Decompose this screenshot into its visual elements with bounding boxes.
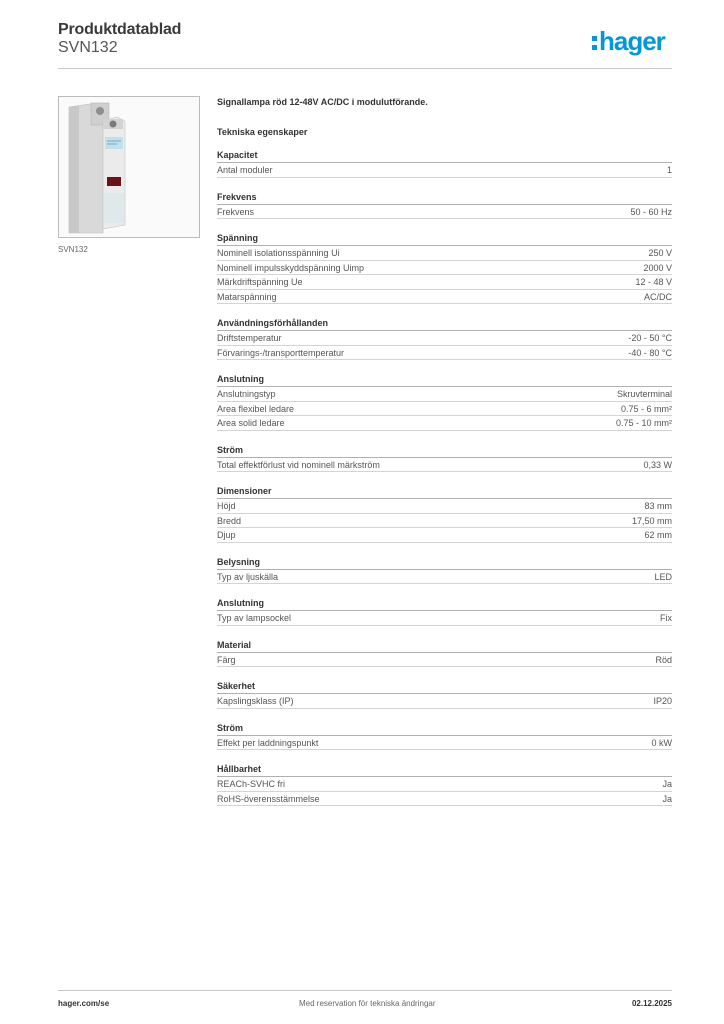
spec-section (217, 485, 672, 543)
spec-row (217, 570, 672, 585)
spec-label: Höjd (217, 501, 236, 511)
spec-label: Frekvens (217, 206, 255, 217)
spec-sections (217, 149, 672, 806)
spec-value: Fix (660, 613, 672, 623)
logo-colon-icon (592, 36, 597, 50)
spec-row (217, 528, 672, 543)
spec-value: 83 mm (644, 501, 672, 511)
spec-label: Matarspänning (217, 291, 277, 302)
spec-row (217, 290, 672, 305)
spec-section (217, 373, 672, 431)
hager-logo (592, 26, 665, 56)
spec-label: Färg (217, 654, 236, 665)
section-title: Säkerhet (217, 680, 672, 694)
spec-value: -40 - 80 °C (628, 347, 672, 358)
spec-value: 0 kW (651, 737, 672, 748)
spec-label: Area flexibel ledare (217, 403, 295, 414)
section-title: Ström (217, 444, 672, 458)
spec-row (217, 694, 672, 709)
spec-label: RoHS-överensstämmelse (217, 793, 320, 804)
spec-row (217, 331, 672, 346)
spec-value: 50 - 60 Hz (630, 206, 672, 217)
spec-value: 2000 V (643, 262, 672, 273)
spec-label: Total effektförlust vid nominell märkström (217, 459, 380, 470)
spec-row (217, 346, 672, 361)
spec-row (217, 653, 672, 668)
section-title: Användningsförhållanden (217, 317, 672, 331)
spec-content (217, 96, 672, 806)
image-caption: SVN132 (58, 245, 88, 254)
spec-section (217, 680, 672, 709)
spec-value: 0.75 - 10 mm² (615, 418, 672, 428)
spec-label: Förvarings-/transporttemperatur (217, 347, 345, 358)
spec-value: -20 - 50 °C (628, 333, 672, 343)
spec-value: 0,33 W (643, 459, 672, 470)
section-title: Hållbarhet (217, 763, 672, 777)
spec-row (217, 499, 672, 514)
section-title: Ström (217, 722, 672, 736)
spec-row (217, 246, 672, 261)
spec-label: Driftstemperatur (217, 333, 282, 343)
spec-row (217, 275, 672, 290)
spec-value: Röd (655, 654, 672, 665)
spec-section (217, 149, 672, 178)
spec-row (217, 387, 672, 402)
footer-website: hager.com/se (58, 999, 110, 1008)
footer-date: 02.12.2025 (631, 999, 672, 1008)
spec-label: Anslutningstyp (217, 389, 276, 399)
section-title: Belysning (217, 556, 672, 570)
footer-disclaimer: Med reservation för tekniska ändringar (299, 999, 436, 1008)
product-description: Signallampa röd 12-48V AC/DC i modulutförande. (217, 97, 428, 107)
spec-row (217, 611, 672, 626)
spec-section (217, 444, 672, 473)
spec-value: Ja (662, 779, 672, 789)
spec-label: Area solid ledare (217, 418, 285, 428)
spec-value: 17,50 mm (631, 515, 672, 526)
spec-row (217, 736, 672, 751)
section-title: Dimensioner (217, 485, 672, 499)
spec-value: AC/DC (643, 291, 672, 302)
spec-value: Ja (662, 793, 672, 804)
spec-label: Antal moduler (217, 165, 273, 175)
spec-row (217, 416, 672, 431)
spec-value: 1 (666, 165, 672, 175)
product-image (58, 96, 200, 238)
spec-label: Typ av ljuskälla (217, 571, 279, 582)
page-title: Produktdatablad (58, 21, 182, 38)
spec-label: Nominell impulsskyddspänning Uimp (217, 262, 365, 273)
spec-section (217, 639, 672, 668)
spec-label: Märkdriftspänning Ue (217, 277, 303, 287)
spec-label: Effekt per laddningspunkt (217, 737, 319, 748)
section-title: Anslutning (217, 373, 672, 387)
spec-label: Bredd (217, 515, 242, 526)
spec-row (217, 402, 672, 417)
logo-text: hager (599, 26, 665, 56)
spec-value: 0.75 - 6 mm² (620, 403, 672, 414)
spec-value: 62 mm (644, 530, 672, 540)
spec-row (217, 163, 672, 178)
section-title: Anslutning (217, 597, 672, 611)
spec-row (217, 205, 672, 220)
spec-value: 250 V (648, 248, 672, 258)
footer-divider (58, 990, 672, 991)
spec-section (217, 597, 672, 626)
spec-section (217, 722, 672, 751)
section-title: Kapacitet (217, 149, 672, 163)
spec-section (217, 317, 672, 360)
spec-value: IP20 (653, 696, 672, 706)
spec-label: Djup (217, 530, 236, 540)
spec-label: Kapslingsklass (IP) (217, 696, 294, 706)
spec-label: REACh-SVHC fri (217, 779, 286, 789)
spec-row (217, 458, 672, 473)
spec-value: 12 - 48 V (635, 277, 672, 287)
spec-section (217, 763, 672, 806)
signal-lamp-illustration (59, 97, 199, 237)
spec-value: LED (654, 571, 672, 582)
spec-row (217, 792, 672, 807)
section-title: Material (217, 639, 672, 653)
section-title: Frekvens (217, 191, 672, 205)
spec-row (217, 261, 672, 276)
spec-section (217, 556, 672, 585)
spec-row (217, 777, 672, 792)
spec-value: Skruvterminal (616, 389, 672, 399)
section-title: Spänning (217, 232, 672, 246)
spec-label: Typ av lampsockel (217, 613, 292, 623)
product-code: SVN132 (58, 39, 118, 56)
tech-heading: Tekniska egenskaper (217, 127, 308, 137)
header-divider (58, 68, 672, 69)
spec-section (217, 191, 672, 220)
spec-section (217, 232, 672, 304)
spec-label: Nominell isolationsspänning Ui (217, 248, 340, 258)
spec-row (217, 514, 672, 529)
